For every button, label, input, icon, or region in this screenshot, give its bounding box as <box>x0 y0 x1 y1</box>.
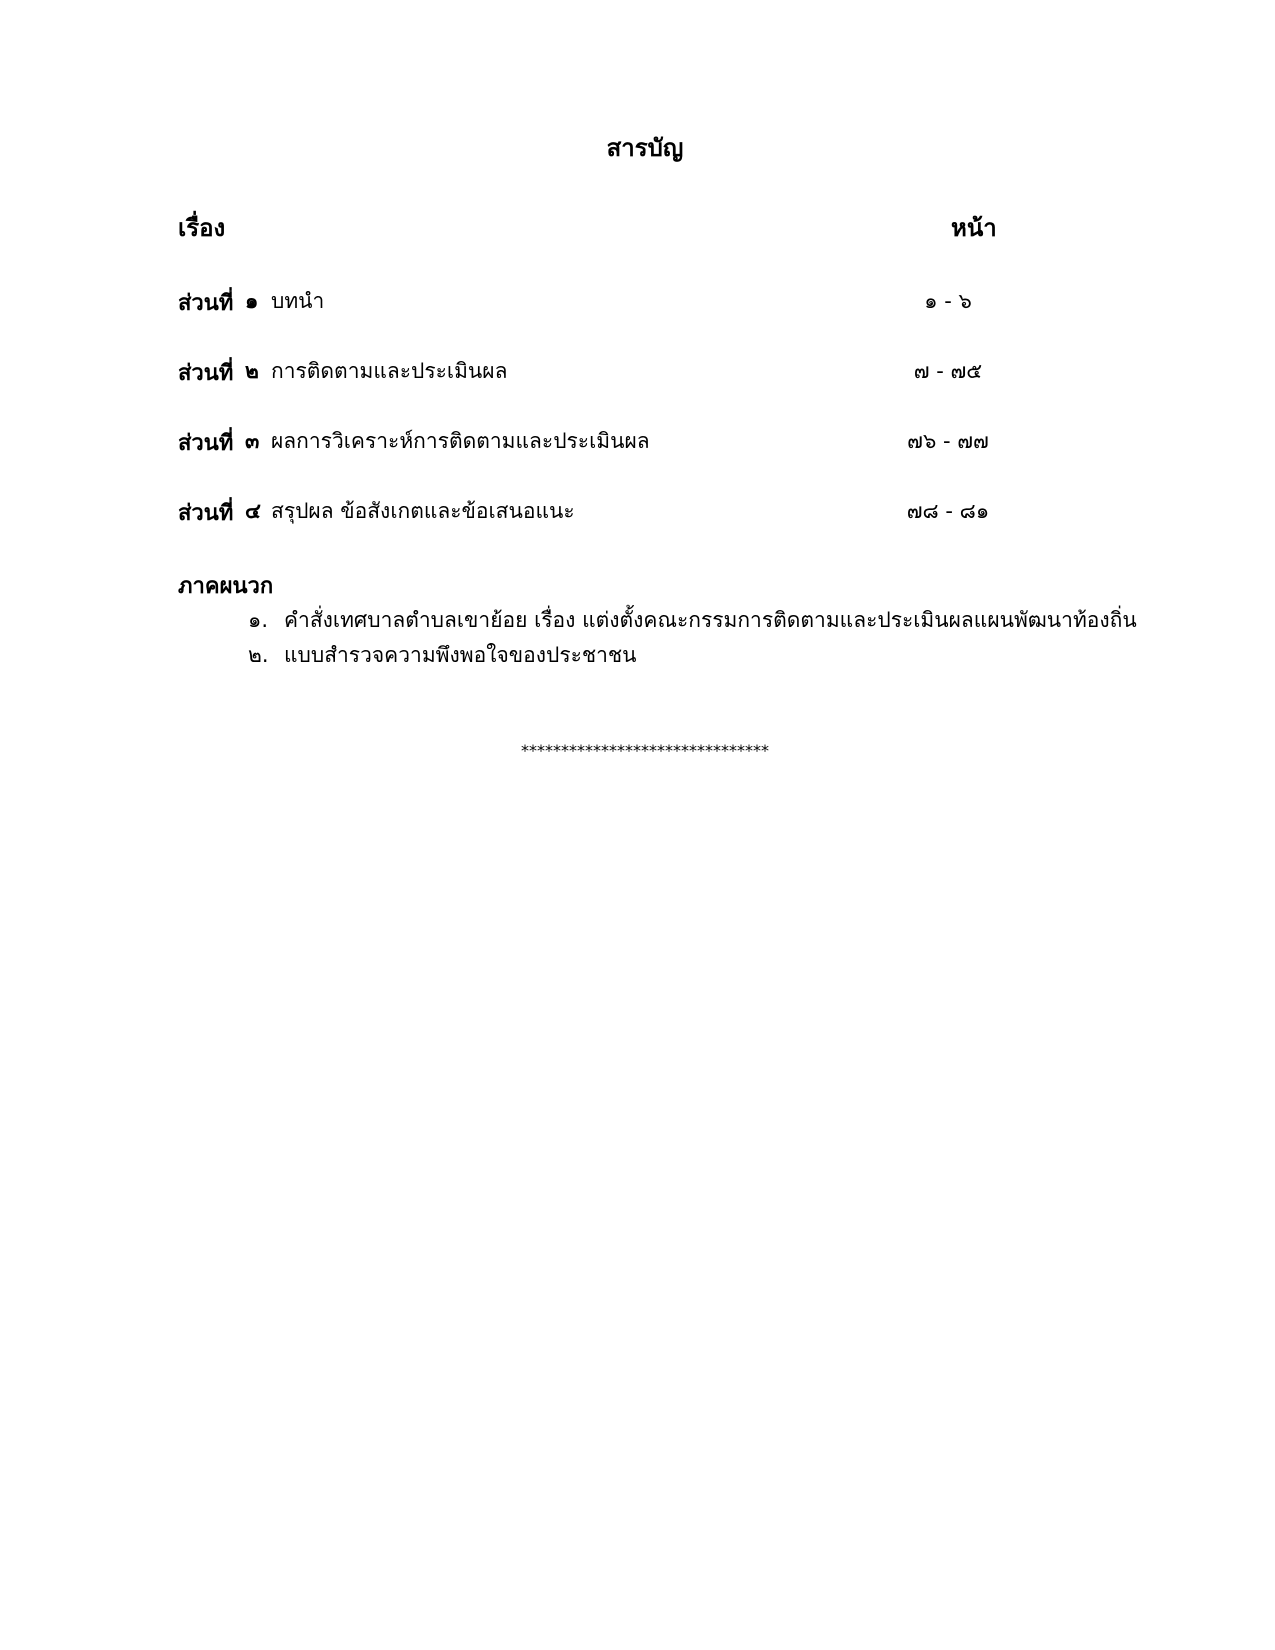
column-header-page: หน้า <box>951 214 997 242</box>
appendix-item-number: ๒. <box>248 643 269 667</box>
page-title: สารบัญ <box>606 134 684 162</box>
section-title: ผลการวิเคราะห์การติดตามและประเมินผล <box>271 429 650 453</box>
section-label: ส่วนที่ <box>178 291 234 316</box>
section-number: ๔ <box>245 499 261 523</box>
section-title: การติดตามและประเมินผล <box>271 359 508 383</box>
section-number: ๑ <box>245 289 259 313</box>
section-number: ๒ <box>245 359 259 383</box>
section-number: ๓ <box>245 429 260 453</box>
appendix-item <box>248 639 637 672</box>
section-page-range: ๗ - ๗๕ <box>913 359 983 383</box>
section-page-range: ๑ - ๖ <box>924 289 972 313</box>
section-page-range: ๗๖ - ๗๗ <box>907 429 989 453</box>
appendix-heading: ภาคผนวก <box>178 574 274 599</box>
toc-entry <box>178 425 1078 461</box>
appendix-item-number: ๑. <box>248 608 269 632</box>
toc-entry <box>178 355 1078 391</box>
appendix-item <box>248 604 1137 637</box>
appendix-item-text: คำสั่งเทศบาลตำบลเขาย้อย เรื่อง แต่งตั้งคณะกรรมการติดตามและประเมินผลแผนพัฒนาท้องถิ่น <box>284 608 1137 632</box>
section-label: ส่วนที่ <box>178 501 234 526</box>
section-label: ส่วนที่ <box>178 431 234 456</box>
section-label: ส่วนที่ <box>178 361 234 386</box>
section-title: บทนำ <box>271 289 325 313</box>
column-header-topic: เรื่อง <box>178 214 226 242</box>
toc-entry <box>178 285 1078 321</box>
section-title: สรุปผล ข้อสังเกตและข้อเสนอแนะ <box>271 499 575 523</box>
appendix-item-text: แบบสำรวจความพึงพอใจของประชาชน <box>284 643 637 667</box>
toc-entry <box>178 495 1078 531</box>
section-page-range: ๗๘ - ๘๑ <box>906 499 990 523</box>
end-of-contents-divider: ******************************* <box>521 741 769 760</box>
